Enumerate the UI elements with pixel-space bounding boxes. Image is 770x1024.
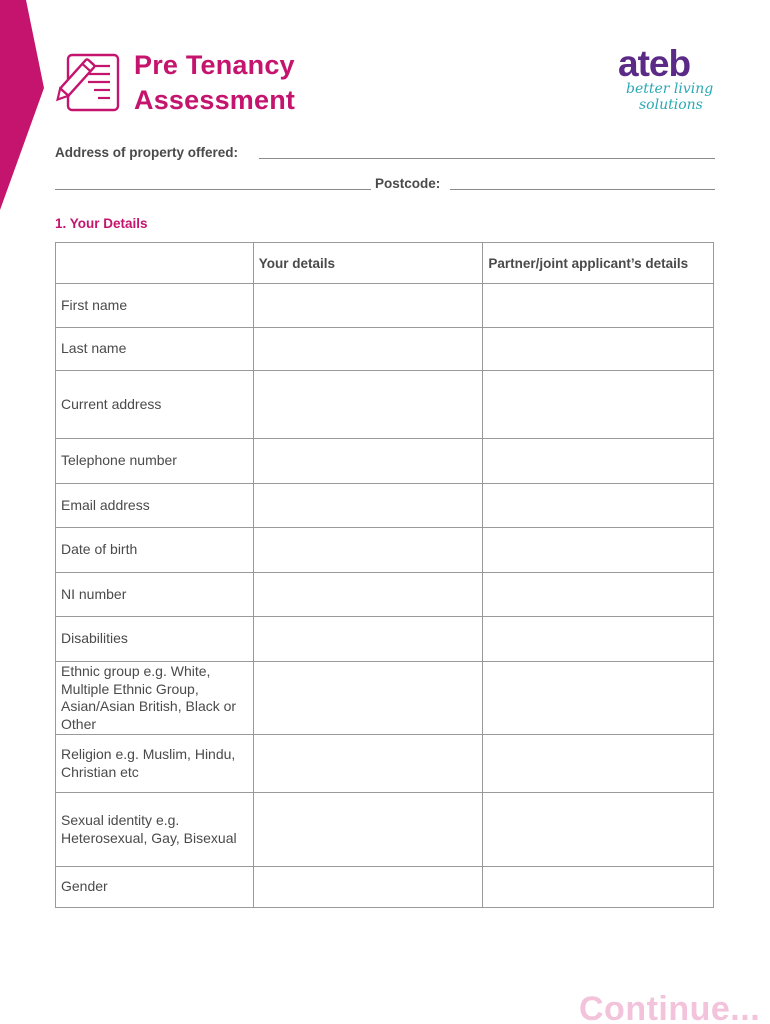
cell-your-first-name[interactable] [253,284,483,328]
continue-text: Continue... [579,990,761,1024]
table-row [56,371,714,439]
cell-partner-disabilities[interactable] [483,617,714,662]
table-row [56,662,714,735]
row-label-telephone: Telephone number [56,439,254,484]
row-label-current-address: Current address [56,371,254,439]
details-table [55,242,714,908]
cell-partner-date-of-birth[interactable] [483,528,714,573]
table-row [56,573,714,617]
logo-wordmark: ateb [618,43,691,84]
cell-your-ni-number[interactable] [253,573,483,617]
address-input-line[interactable] [259,158,715,159]
cell-partner-telephone[interactable] [483,439,714,484]
row-label-gender: Gender [56,867,254,908]
header-your-details: Your details [253,243,483,284]
cell-your-disabilities[interactable] [253,617,483,662]
cell-partner-first-name[interactable] [483,284,714,328]
table-row [56,867,714,908]
table-row [56,328,714,371]
table-row [56,735,714,793]
row-label-first-name: First name [56,284,254,328]
cell-your-gender[interactable] [253,867,483,908]
corner-tab-decoration [0,0,44,210]
title-line-2: Assessment [134,85,296,115]
row-label-religion: Religion e.g. Muslim, Hindu, Christian etc [56,735,254,793]
row-label-ethnic-group: Ethnic group e.g. White, Multiple Ethnic Group, Asian/Asian British, Black or Other [56,662,254,735]
cell-your-ethnic-group[interactable] [253,662,483,735]
cell-your-email[interactable] [253,484,483,528]
row-label-sexual-identity: Sexual identity e.g. Heterosexual, Gay, Bisexual [56,793,254,867]
row-label-ni-number: NI number [56,573,254,617]
header-partner-details: Partner/joint applicant’s details [483,243,714,284]
address-input-line-2[interactable] [55,189,371,190]
page-title [134,48,295,118]
table-row [56,439,714,484]
table-row [56,528,714,573]
row-label-date-of-birth: Date of birth [56,528,254,573]
table-row [56,617,714,662]
cell-partner-ni-number[interactable] [483,573,714,617]
table-row [56,484,714,528]
section-heading: 1. Your Details [55,216,148,231]
cell-partner-sexual-identity[interactable] [483,793,714,867]
cell-partner-ethnic-group[interactable] [483,662,714,735]
cell-your-religion[interactable] [253,735,483,793]
cell-partner-last-name[interactable] [483,328,714,371]
cell-your-sexual-identity[interactable] [253,793,483,867]
cell-partner-current-address[interactable] [483,371,714,439]
cell-your-current-address[interactable] [253,371,483,439]
cell-partner-gender[interactable] [483,867,714,908]
row-label-email: Email address [56,484,254,528]
cell-partner-email[interactable] [483,484,714,528]
cell-your-date-of-birth[interactable] [253,528,483,573]
cell-your-telephone[interactable] [253,439,483,484]
row-label-last-name: Last name [56,328,254,371]
title-line-1: Pre Tenancy [134,50,295,80]
address-label: Address of property offered: [55,145,239,160]
logo-tagline-1: better living [626,81,714,97]
table-row [56,284,714,328]
ateb-logo [614,44,718,120]
cell-partner-religion[interactable] [483,735,714,793]
postcode-input-line[interactable] [450,189,715,190]
header-empty [56,243,254,284]
document-pencil-icon [54,52,124,112]
row-label-disabilities: Disabilities [56,617,254,662]
table-row [56,793,714,867]
cell-your-last-name[interactable] [253,328,483,371]
postcode-label: Postcode: [375,176,441,191]
logo-tagline-2: solutions [639,97,703,113]
table-header-row [56,243,714,284]
